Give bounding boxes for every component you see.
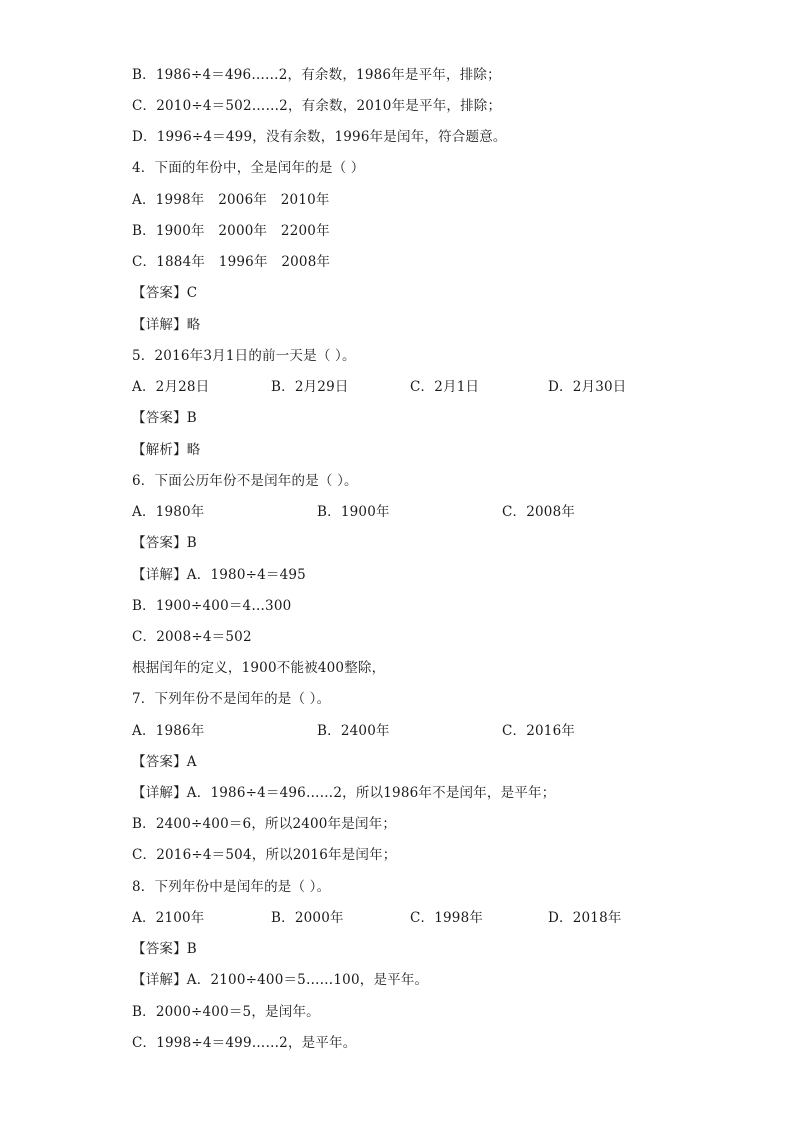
question-7-option-b: B．2400年	[317, 723, 390, 739]
question-7-explanation-b: B．2400÷400＝6，所以2400年是闰年；	[132, 816, 397, 832]
question-8-explanation-c: C．1998÷4＝499……2，是平年。	[132, 1035, 357, 1051]
question-8-option-c: C．1998年	[410, 910, 484, 926]
question-7-explanation-a: 【详解】A．1986÷4＝496……2，所以1986年不是闰年，是平年；	[132, 785, 556, 801]
analysis-line-d: D．1996÷4＝499，没有余数，1996年是闰年，符合题意。	[132, 129, 507, 145]
question-5-option-b: B．2月29日	[271, 379, 349, 395]
question-4-explanation: 【详解】略	[132, 317, 201, 333]
question-6-explanation-b: B．1900÷400＝4…300	[132, 598, 292, 614]
question-5-answer: 【答案】B	[132, 410, 197, 426]
question-4-option-b: B．1900年 2000年 2200年	[132, 223, 330, 239]
analysis-line-c: C．2010÷4＝502……2，有余数，2010年是平年，排除；	[132, 98, 502, 114]
question-5-option-c: C．2月1日	[410, 379, 480, 395]
question-7-explanation-c: C．2016÷4＝504，所以2016年是闰年；	[132, 847, 397, 863]
question-8-explanation-b: B．2000÷400＝5，是闰年。	[132, 1004, 320, 1020]
question-5: 5．2016年3月1日的前一天是（ ）。	[132, 348, 356, 364]
question-8-option-d: D．2018年	[548, 910, 622, 926]
question-7-option-c: C．2016年	[502, 723, 576, 739]
question-8-answer: 【答案】B	[132, 941, 197, 957]
question-4-option-a: A．1998年 2006年 2010年	[132, 192, 330, 208]
question-4-option-c: C．1884年 1996年 2008年	[132, 254, 331, 270]
question-6-option-a: A．1980年	[132, 504, 205, 520]
question-8: 8．下列年份中是闰年的是（ ）。	[132, 879, 331, 895]
question-6-option-b: B．1900年	[317, 504, 390, 520]
question-4-answer: 【答案】C	[132, 285, 198, 301]
analysis-line-b: B．1986÷4＝496……2，有余数，1986年是平年，排除；	[132, 67, 501, 83]
question-8-option-b: B．2000年	[271, 910, 344, 926]
question-7: 7．下列年份不是闰年的是（ ）。	[132, 691, 331, 707]
question-6-option-c: C．2008年	[502, 504, 576, 520]
question-5-option-d: D．2月30日	[548, 379, 627, 395]
question-7-option-a: A．1986年	[132, 723, 205, 739]
question-8-option-a: A．2100年	[132, 910, 205, 926]
question-6-explanation-c: C．2008÷4＝502	[132, 629, 252, 645]
question-6-answer: 【答案】B	[132, 535, 197, 551]
question-5-option-a: A．2月28日	[132, 379, 210, 395]
question-6-explanation-a: 【详解】A．1980÷4＝495	[132, 567, 306, 583]
question-4: 4．下面的年份中，全是闰年的是（ ）	[132, 160, 365, 176]
question-6: 6．下面公历年份不是闰年的是（ ）。	[132, 473, 358, 489]
question-7-answer: 【答案】A	[132, 754, 197, 770]
question-5-explanation: 【解析】略	[132, 442, 201, 458]
question-8-explanation-a: 【详解】A．2100÷400＝5……100，是平年。	[132, 972, 429, 988]
question-6-explanation-conclusion: 根据闰年的定义，1900不能被400整除，	[132, 660, 386, 676]
